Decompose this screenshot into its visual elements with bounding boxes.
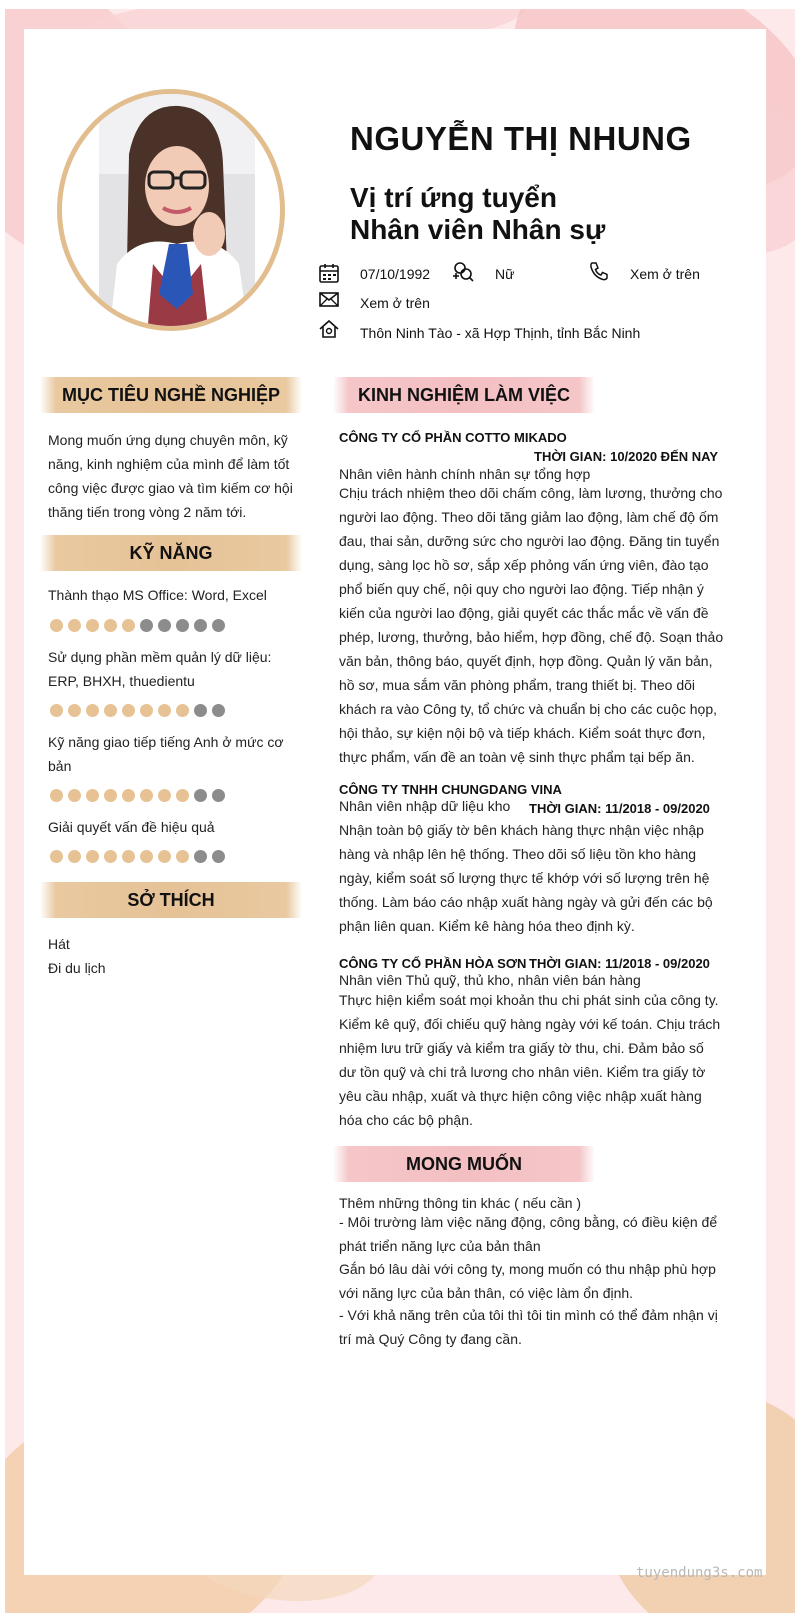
skill-dot: [68, 704, 81, 717]
skill-dot: [68, 789, 81, 802]
skill-dot: [50, 619, 63, 632]
wishes-line: - Với khả năng trên của tôi thì tôi tin mình có thể đảm nhận vị trí mà Quý Công ty đang cần.: [339, 1307, 718, 1347]
skill-rating: [50, 704, 225, 717]
skill-dot: [140, 850, 153, 863]
skill-dot: [50, 704, 63, 717]
hobbies-heading: SỞ THÍCH: [40, 882, 302, 918]
skill-label: Thành thạo MS Office: Word, Excel: [48, 587, 267, 603]
home-icon: [318, 318, 340, 340]
skill-dot: [140, 619, 153, 632]
skill-dot: [122, 704, 135, 717]
profile-photo: [99, 94, 255, 331]
position-title: Nhân viên Nhân sự: [350, 214, 606, 245]
skill-dot: [194, 850, 207, 863]
company-name: CÔNG TY CỔ PHẦN HÒA SƠN: [339, 956, 527, 971]
objective-text: Mong muốn ứng dụng chuyên môn, kỹ năng, kinh nghiệm của mình để làm tốt công việc được giao và tìm kiếm cơ hội thăng tiến trong vòng 2 năm tới.: [48, 432, 293, 520]
skill-dot: [158, 619, 171, 632]
phone-value: Xem ở trên: [630, 266, 700, 282]
skill-dot: [176, 789, 189, 802]
skill-dot: [212, 789, 225, 802]
position-label: Vị trí ứng tuyển: [350, 182, 557, 213]
job-title: Nhân viên Thủ quỹ, thủ kho, nhân viên bán hàng: [339, 972, 641, 988]
company-name: CÔNG TY TNHH CHUNGDANG VINA: [339, 782, 562, 797]
skill-dot: [212, 704, 225, 717]
skill-label: Giải quyết vấn đề hiệu quả: [48, 819, 215, 835]
gender-value: Nữ: [495, 266, 515, 282]
wishes-intro: Thêm những thông tin khác ( nếu cần ): [339, 1195, 582, 1211]
job-title: Nhân viên hành chính nhân sự tổng hợp: [339, 466, 591, 482]
work-period: THỜI GIAN: 11/2018 - 09/2020: [529, 956, 710, 971]
skill-dot: [194, 789, 207, 802]
skill-dot: [68, 850, 81, 863]
experience-heading: KINH NGHIỆM LÀM VIỆC: [333, 377, 595, 413]
skill-dot: [50, 850, 63, 863]
skill-dot: [194, 704, 207, 717]
skill-dot: [122, 850, 135, 863]
skill-rating: [50, 850, 225, 863]
skill-dot: [104, 850, 117, 863]
skill-rating: [50, 789, 225, 802]
job-description: Nhận toàn bộ giấy tờ bên khách hàng thực nhận việc nhập hàng và nhập lên hệ thống. Theo dõi số liệu tồn kho hàng ngày, kiểm soát số lượng thực tế khớp với số lượng trên hệ thống. Làm báo cáo nhập xuất hàng ngày và gửi đến các bộ phận liên quan. Kiểm kê hàng hóa theo định kỳ.: [339, 822, 713, 934]
hobby-item: Hát: [48, 936, 70, 952]
skill-dot: [212, 619, 225, 632]
phone-icon: [588, 260, 610, 282]
skill-dot: [104, 789, 117, 802]
calendar-icon: [318, 262, 340, 284]
skill-dot: [104, 619, 117, 632]
skill-dot: [176, 704, 189, 717]
job-description: Chịu trách nhiệm theo dõi chấm công, làm lương, thưởng cho người lao động. Theo dõi tăng giảm lao động, làm chế độ ốm đau, thai sản, dưỡng sức cho người lao động. Đăng tin tuyển dụng, sàng lọc hồ sơ, sắp xếp phỏng vấn ứng viên, đào tạo phổ biến quy chế, nội quy cho người lao động. Tiếp nhận ý kiến của người lao động, giải quyết các thắc mắc về vấn đề phép, lương, thưởng, bảo hiểm, hợp đồng, chế độ. Soạn thảo văn bản, thông báo, quyết định, hợp đồng. Quản lý văn bản, hồ sơ, mua sắm văn phòng phẩm, trang thiết bị. Theo dõi khách ra vào Công ty, tổ chức và chuẩn bị cho các cuộc họp, hội thảo, sự kiện nội bộ và tiếp khách. Kiểm soát thực đơn, thực phẩm, vấn đề an toàn vệ sinh thực phẩm tại bếp ăn.: [339, 485, 724, 765]
skill-label: Sử dụng phần mềm quản lý dữ liệu: ERP, BHXH, thuedientu: [48, 649, 272, 689]
skill-dot: [176, 619, 189, 632]
gender-icon: [452, 260, 474, 282]
wishes-line: - Môi trường làm việc năng động, công bằng, có điều kiện để phát triển năng lực của bản thân: [339, 1214, 718, 1254]
skill-dot: [68, 619, 81, 632]
skill-dot: [86, 619, 99, 632]
skill-dot: [86, 850, 99, 863]
skill-dot: [194, 619, 207, 632]
hobby-item: Đi du lịch: [48, 960, 106, 976]
skill-dot: [140, 704, 153, 717]
skill-dot: [122, 789, 135, 802]
email-value: Xem ở trên: [360, 295, 430, 311]
skill-dot: [86, 789, 99, 802]
candidate-name: NGUYỄN THỊ NHUNG: [350, 120, 692, 157]
skill-dot: [158, 704, 171, 717]
skill-dot: [122, 619, 135, 632]
skill-label: Kỹ năng giao tiếp tiếng Anh ở mức cơ bản: [48, 734, 284, 774]
company-name: CÔNG TY CỔ PHẦN COTTO MIKADO: [339, 430, 567, 445]
job-title: Nhân viên nhập dữ liệu kho: [339, 798, 511, 814]
skill-dot: [176, 850, 189, 863]
wishes-line: Gắn bó lâu dài với công ty, mong muốn có thu nhập phù hợp với năng lực của bản thân, có việc làm ổn định.: [339, 1261, 716, 1301]
skill-dot: [212, 850, 225, 863]
address-value: Thôn Ninh Tào - xã Hợp Thịnh, tỉnh Bắc Ninh: [360, 325, 641, 341]
skill-dot: [50, 789, 63, 802]
skill-rating: [50, 619, 225, 632]
skill-dot: [140, 789, 153, 802]
objective-heading: MỤC TIÊU NGHỀ NGHIỆP: [40, 377, 302, 413]
skill-dot: [158, 789, 171, 802]
email-icon: [318, 288, 340, 310]
skill-dot: [158, 850, 171, 863]
watermark: tuyendung3s.com: [636, 1565, 763, 1581]
work-period: THỜI GIAN: 11/2018 - 09/2020: [529, 801, 710, 816]
skills-heading: KỸ NĂNG: [40, 535, 302, 571]
skill-dot: [86, 704, 99, 717]
dob-value: 07/10/1992: [360, 266, 431, 282]
wishes-heading: MONG MUỐN: [333, 1146, 595, 1182]
job-description: Thực hiện kiểm soát mọi khoản thu chi phát sinh của công ty. Kiểm kê quỹ, đối chiếu quỹ hàng ngày với kế toán. Chịu trách nhiệm lưu trữ giấy và kiểm tra giấy tờ thu, chi. Đảm bảo số dư tồn quỹ và chi trả lương cho nhân viên. Kiểm tra giấy tờ yêu cầu nhập, xuất và thực hiện công việc nhập xuất hàng hóa cho các bộ phận.: [339, 992, 721, 1128]
skill-dot: [104, 704, 117, 717]
work-period: THỜI GIAN: 10/2020 ĐẾN NAY: [534, 449, 718, 464]
avatar: [57, 89, 285, 331]
